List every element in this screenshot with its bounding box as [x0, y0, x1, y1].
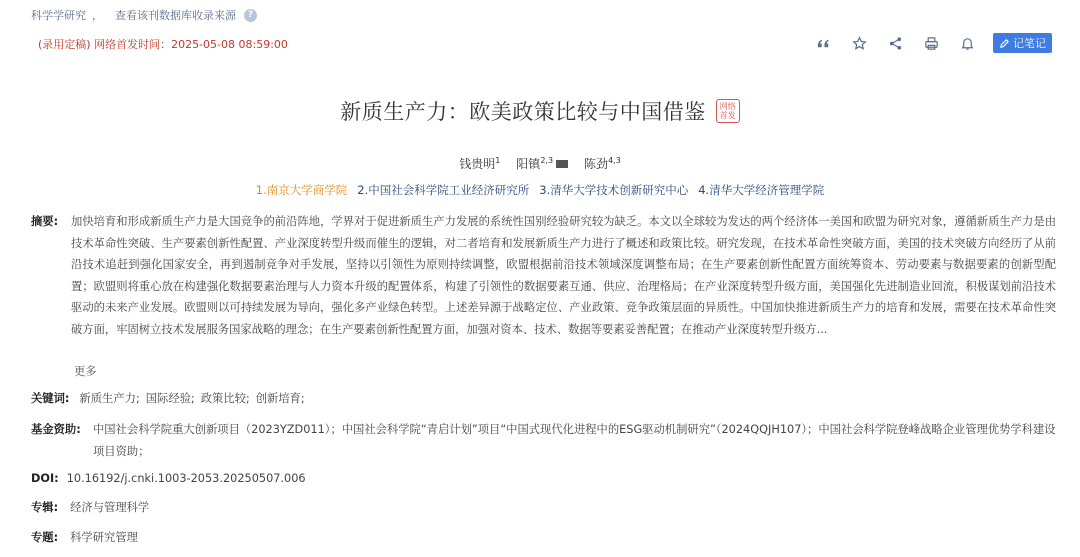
- share-icon[interactable]: [877, 31, 913, 55]
- collection-value[interactable]: 经济与管理科学: [70, 501, 150, 514]
- doi-value: 10.16192/j.cnki.1003-2053.20250507.006: [66, 472, 306, 485]
- top-breadcrumb: [31, 7, 257, 23]
- author-name: 钱贵明: [459, 157, 496, 171]
- keyword-link[interactable]: 政策比较;: [200, 392, 250, 405]
- keywords-list: [79, 388, 310, 410]
- author-link[interactable]: [584, 157, 621, 171]
- keyword-link[interactable]: 创新培育;: [255, 392, 305, 405]
- edit-icon: [999, 38, 1010, 49]
- collection-label: 专辑:: [31, 501, 59, 514]
- affiliation-link[interactable]: 2.中国社会科学院工业经济研究所: [357, 183, 530, 197]
- star-icon[interactable]: [841, 31, 877, 55]
- topic-label: 专题:: [31, 531, 59, 544]
- affiliation-link[interactable]: 4.清华大学经济管理学院: [698, 183, 825, 197]
- author-affiliation-sup: 4,3: [608, 156, 621, 165]
- source-link[interactable]: 查看该刊数据库收录来源: [115, 9, 236, 22]
- abstract-label: 摘要:: [31, 215, 59, 228]
- bell-icon[interactable]: [949, 31, 985, 55]
- author-list: [0, 155, 1080, 172]
- keywords-label: 关键词:: [31, 392, 70, 405]
- collection-section: [31, 497, 149, 519]
- affiliation-link[interactable]: 1.南京大学商学院: [255, 183, 348, 197]
- author-affiliation-sup: 1: [495, 156, 501, 165]
- print-icon[interactable]: [913, 31, 949, 55]
- topic-value[interactable]: 科学研究管理: [70, 531, 138, 544]
- fund-section: [31, 419, 1056, 462]
- doi-section: [31, 468, 306, 490]
- article-title-row: [0, 96, 1080, 126]
- take-note-button[interactable]: [993, 33, 1052, 53]
- author-link[interactable]: [459, 157, 500, 171]
- keyword-link[interactable]: 国际经验;: [145, 392, 195, 405]
- author-name: 阳镇: [516, 157, 541, 171]
- keywords-section: [31, 388, 311, 410]
- abstract-section: [31, 211, 1056, 340]
- quote-icon[interactable]: [805, 31, 841, 55]
- more-link[interactable]: 更多: [74, 365, 97, 378]
- article-toolbar: [805, 31, 1052, 55]
- take-note-label: 记笔记: [1013, 37, 1046, 50]
- abstract-text: 加快培育和形成新质生产力是大国竞争的前沿阵地，学界对于促进新质生产力发展的系统性国别经验研究较为缺乏。本文以全球较为发达的两个经济体一美国和欧盟为研究对象，遵循新质生产力是由技术革命性突破、生产要素创新性配置、产业深度转型升级而催生的逻辑，对二者培育和发展新质生产力进行了概述和政策比较。研究发现，在技术革命性突破方面，美国的技术突破方向经历了从前沿技术追赶到强化国家安全，再到遏制竞争对手发展，坚持以引领性为原则持续调整，欧盟根据前沿技术领域深度调整布局；在生产要素创新性配置方面统筹资本、劳动要素与数据要素的创新型配置；欧盟则将重心放在构建强化数据要素治理与人力资本升级的配置体系，构建了引领性的数据要素互通、供应、治理格局；在产业深度转型升级方面，美国强化先进制造业回流，积极谋划前沿技术驱动的未来产业发展。欧盟则以可持续发展为导向，强化多产业绿色转型。上述差异源于战略定位、产业政策、竞争政策层面的异质性。中国加快推进新质生产力的培育和发展，需要在技术革命性突破方面，牢固树立技术发展服务国家战略的理念；在生产要素创新性配置方面，加强对资本、技术、数据等要素妥善配置；在推动产业深度转型升级方...: [71, 215, 1056, 336]
- affiliation-link[interactable]: 3.清华大学技术创新研究中心: [539, 183, 689, 197]
- author-affiliation-sup: 2,3: [540, 156, 554, 165]
- separator: ，: [92, 9, 103, 22]
- author-name: 陈劲: [584, 157, 609, 171]
- journal-link[interactable]: 科学学研究: [31, 9, 86, 22]
- author-link[interactable]: [516, 157, 568, 171]
- fund-text[interactable]: 中国社会科学院重大创新项目（2023YZD011）；中国社会科学院“青启计划”项目“中国式现代化进程中的ESG驱动机制研究”（2024QQJH107）；中国社会科学院登峰战略企业管理优势学科建设项目资助；: [93, 423, 1056, 458]
- affiliation-list: [0, 182, 1080, 198]
- doi-label: DOI:: [31, 472, 59, 485]
- help-icon[interactable]: ?: [244, 9, 257, 22]
- topic-section: [31, 527, 138, 549]
- mail-icon[interactable]: [556, 160, 568, 168]
- online-first-badge: 网络首发: [716, 99, 740, 123]
- fund-label: 基金资助:: [31, 423, 81, 436]
- article-title: 新质生产力：欧美政策比较与中国借鉴: [340, 100, 706, 124]
- online-publish-time: (录用定稿) 网络首发时间：2025-05-08 08:59:00: [38, 38, 288, 51]
- keyword-link[interactable]: 新质生产力;: [79, 392, 140, 405]
